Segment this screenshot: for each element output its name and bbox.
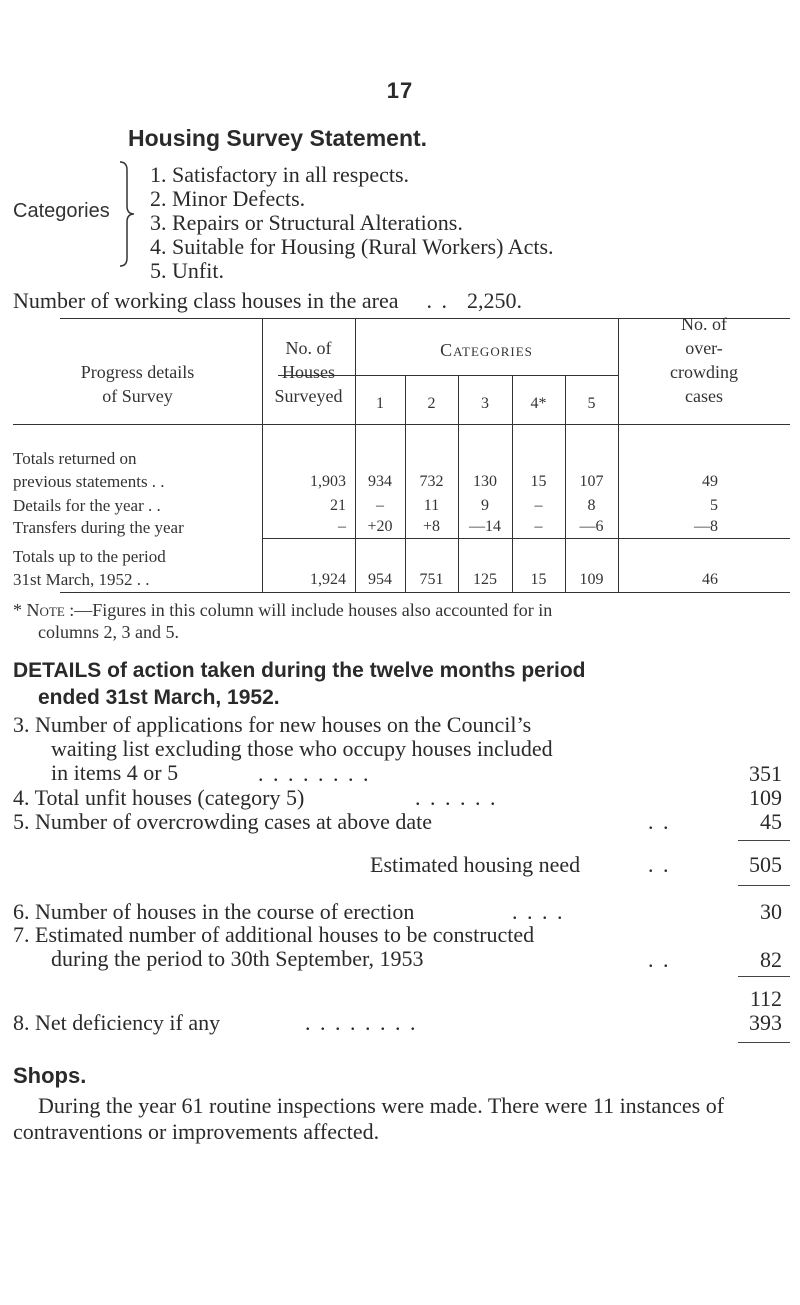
category-item: 5. Unfit. xyxy=(150,258,224,283)
cell-cat1: +20 xyxy=(367,518,393,535)
row-label: Transfers during the year xyxy=(13,518,184,537)
categories-list xyxy=(150,163,554,283)
cell-cat1: 934 xyxy=(368,473,392,490)
header-progress: Progress details of Survey xyxy=(80,362,195,406)
header-overcrowding: No. of over- crowding cases xyxy=(670,314,738,406)
header-cat-3: 3 xyxy=(481,395,489,412)
cell-cat4: – xyxy=(534,518,543,535)
row-label: Totals returned on xyxy=(13,449,137,468)
category-item: 1. Satisfactory in all respects. xyxy=(150,162,410,187)
cell-cat5: 107 xyxy=(579,473,604,490)
subtotal-value: 112 xyxy=(749,986,782,1011)
cell-houses: 1,924 xyxy=(310,571,346,588)
item-6-value: 30 xyxy=(760,899,782,924)
table-note xyxy=(13,600,552,621)
leader-dots: . . . . xyxy=(512,899,565,924)
table-note-continued: columns 2, 3 and 5. xyxy=(38,622,179,642)
leader-dots: . . xyxy=(648,852,671,877)
header-categories: Categories xyxy=(440,340,533,360)
row-label: Totals up to the period xyxy=(13,547,166,566)
categories-label: Categories xyxy=(13,200,110,222)
cell-cat2: +8 xyxy=(422,518,441,535)
leader-dots: . . xyxy=(648,947,671,972)
cell-cat5: —6 xyxy=(579,518,604,535)
detail-item-5: 5. Number of overcrowding cases at above date xyxy=(13,809,433,834)
cell-cat5: 8 xyxy=(587,497,596,514)
cell-cat4: 15 xyxy=(530,571,547,588)
leader-dots: . . xyxy=(648,809,671,834)
cell-cat5: 109 xyxy=(579,571,604,588)
rule xyxy=(738,976,790,977)
working-class-houses-line xyxy=(13,288,522,314)
rule xyxy=(738,1042,790,1043)
item-5-value: 45 xyxy=(760,809,782,834)
note-prefix: * Note : xyxy=(13,600,75,620)
shops-text: During the year 61 routine inspections were made. There were 11 instances of contraventions or improvements affected. xyxy=(13,1093,725,1144)
header-cat-5: 5 xyxy=(587,395,596,412)
detail-item-8: 8. Net deficiency if any xyxy=(13,1010,221,1035)
cell-cat2: 751 xyxy=(419,571,444,588)
cell-cat2: 732 xyxy=(419,473,444,490)
detail-item-6: 6. Number of houses in the course of erection xyxy=(13,899,415,924)
header-cat-1: 1 xyxy=(376,395,384,412)
rule xyxy=(738,840,790,841)
cell-houses: 21 xyxy=(330,497,346,514)
page-title: Housing Survey Statement. xyxy=(128,125,428,151)
row-label: 31st March, 1952 . . xyxy=(13,570,150,589)
cell-cat3: 9 xyxy=(481,497,489,514)
category-item: 4. Suitable for Housing (Rural Workers) Acts. xyxy=(150,234,554,259)
header-cat-4: 4* xyxy=(530,395,547,412)
header-cat-2: 2 xyxy=(427,395,436,412)
deficiency-value: 393 xyxy=(749,1010,782,1035)
note-text: —Figures in this column will include houses also accounted for in xyxy=(74,600,553,620)
cell-overcrowding: 5 xyxy=(710,497,718,514)
estimated-need-label: Estimated housing need xyxy=(370,852,581,877)
cell-cat1: 954 xyxy=(368,571,392,588)
working-class-houses-value: 2,250. xyxy=(467,288,523,313)
shops-title: Shops. xyxy=(13,1063,87,1088)
cell-cat3: 130 xyxy=(473,473,497,490)
cell-overcrowding: 46 xyxy=(702,571,718,588)
cell-overcrowding: —8 xyxy=(694,518,718,535)
page-number: 17 xyxy=(386,78,414,103)
cell-houses: – xyxy=(338,518,346,535)
leader-dots: . . xyxy=(426,288,450,313)
leader-dots: . . . . . . . . xyxy=(305,1010,418,1035)
item-7-value: 82 xyxy=(760,947,782,972)
item-3-value: 351 xyxy=(749,761,782,786)
cell-cat1: – xyxy=(376,497,384,514)
detail-item-3: 3. Number of applications for new houses on the Council’s waiting list excluding those who occupy houses included in items 4 or 5 xyxy=(13,712,553,785)
cell-cat3: 125 xyxy=(473,571,497,588)
rule xyxy=(738,885,790,886)
details-title: DETAILS of action taken during the twelve months period ended 31st March, 1952. xyxy=(13,659,586,709)
row-label: previous statements . . xyxy=(13,472,165,491)
brace-icon xyxy=(118,160,136,268)
cell-cat3: —14 xyxy=(469,518,501,535)
working-class-houses-label: Number of working class houses in the area xyxy=(13,288,399,313)
cell-overcrowding: 49 xyxy=(702,473,718,490)
leader-dots: . . . . . . . . xyxy=(258,761,371,786)
estimated-need-value: 505 xyxy=(749,852,782,877)
header-houses-surveyed: No. of Houses Surveyed xyxy=(274,338,343,406)
category-item: 2. Minor Defects. xyxy=(150,186,306,211)
cell-cat4: 15 xyxy=(530,473,547,490)
detail-item-7: 7. Estimated number of additional houses to be constructed during the period to 30th September, 1953 xyxy=(13,922,535,971)
item-4-value: 109 xyxy=(749,785,782,810)
row-label: Details for the year . . xyxy=(13,496,161,515)
category-item: 3. Repairs or Structural Alterations. xyxy=(150,210,463,235)
cell-cat4: – xyxy=(534,497,543,514)
cell-houses: 1,903 xyxy=(310,473,346,490)
detail-item-4: 4. Total unfit houses (category 5) xyxy=(13,785,305,810)
cell-cat2: 11 xyxy=(423,497,440,514)
leader-dots: . . . . . . xyxy=(415,785,498,810)
